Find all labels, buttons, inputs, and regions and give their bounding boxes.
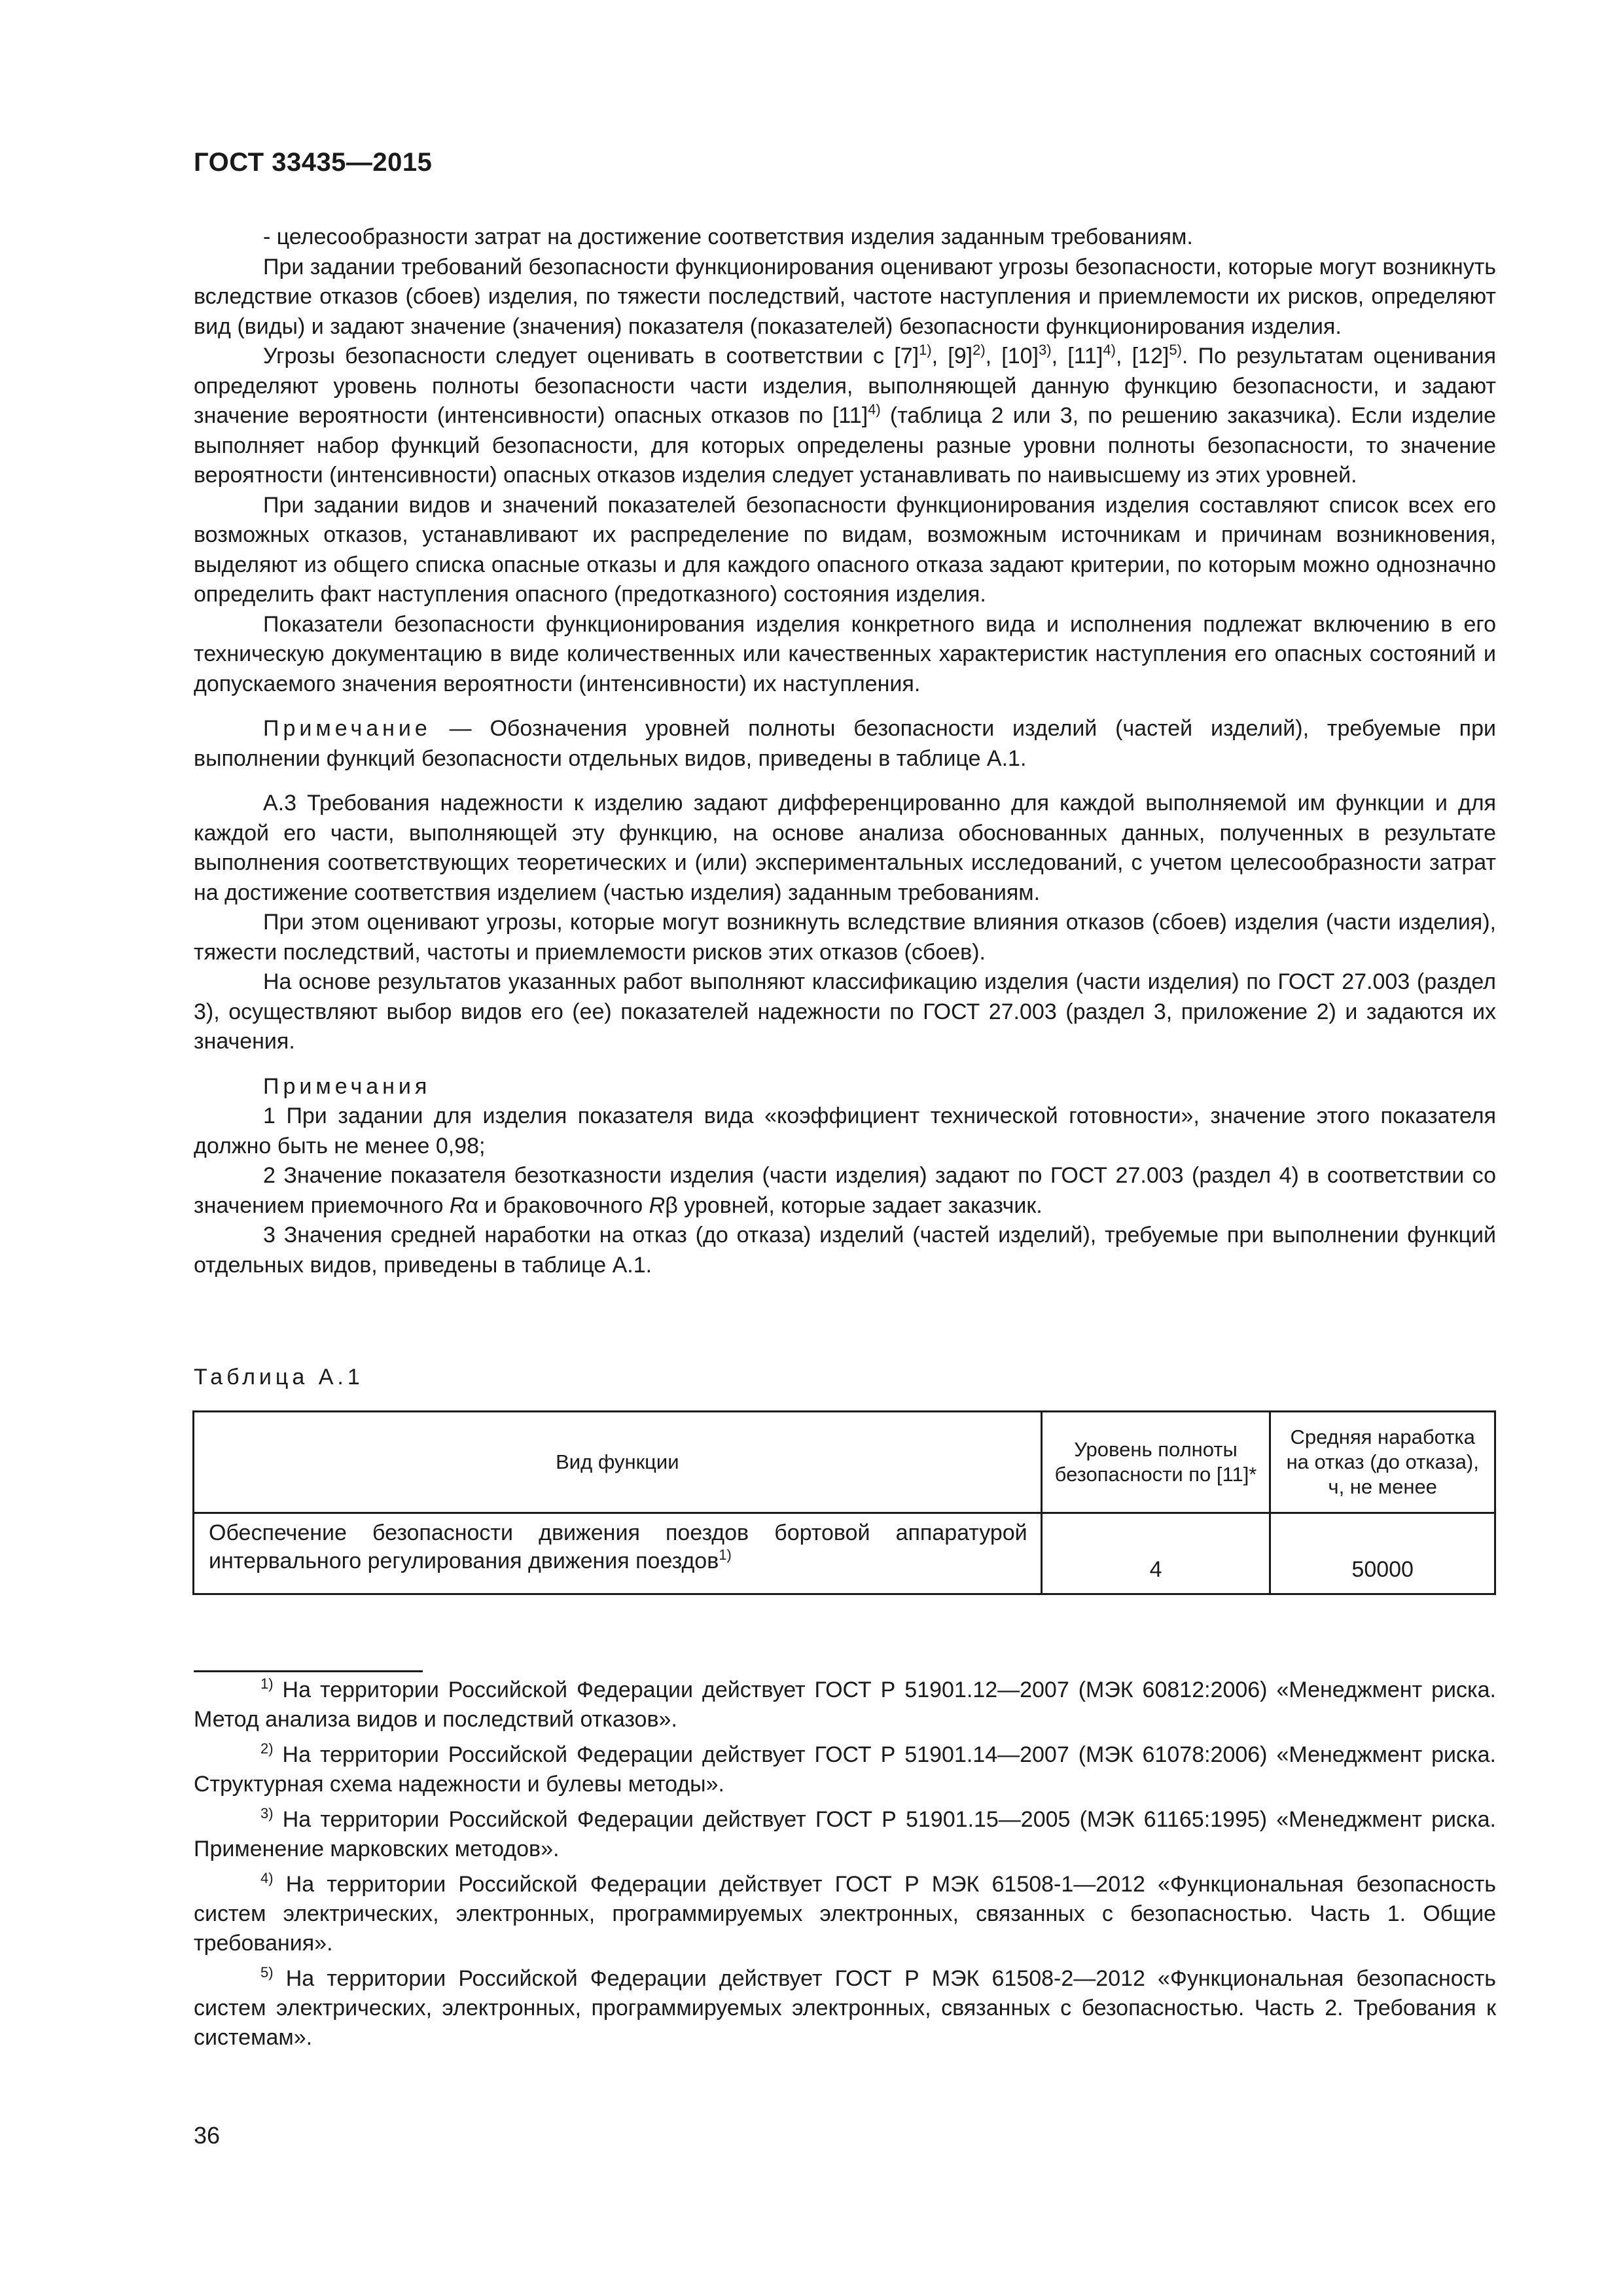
note-label: Примечание — [263, 716, 431, 741]
footnotes — [194, 1676, 1496, 2058]
page-number: 36 — [194, 2122, 221, 2149]
table-a1 — [192, 1410, 1496, 1595]
footnote-divider — [194, 1670, 423, 1672]
table-header-row — [194, 1412, 1495, 1513]
section-a3: А.3 Требования надежности к изделию задают дифференцированно для каждой выполняемой им функции и для каждой его части, выполняющей эту функцию, на основе анализа обоснованных данных, полученных в результате выполнения соответствующих теоретических и (или) экспериментальных исследований, с учетом целесообразности затрат на достижение соответствия изделием (частью изделия) заданным требованиям. — [194, 791, 1496, 905]
paragraph-threat-evaluation: При этом оценивают угрозы, которые могут возникнуть вследствие влияния отказов (сбоев) изделия (части изделия), тяжести последствий, частоты и приемлемости рисков этих отказов (сбоев). — [194, 910, 1496, 965]
footnote-4: $^{4)}$ На территории Российской Федерации действует ГОСТ Р МЭК 61508-1—2012 «Функциональная безопасность систем электрических, электронных, программируемых электронных, связанных с безопасностью. Часть 1. Общие требования». — [194, 1870, 1496, 1956]
document-body — [194, 223, 1496, 1280]
footnote-3: $^{3)}$ На территории Российской Федерации действует ГОСТ Р 51901.15—2005 (МЭК 61165:1995) «Менеджмент риска. Применение марковских методов». — [194, 1805, 1496, 1861]
cell-function: Обеспечение безопасности движения поездов бортовой аппаратурой интервального регулирования движения поездов$^{1)}$ — [194, 1513, 1042, 1594]
table-row — [194, 1513, 1495, 1594]
cell-mtbf: 50000 — [1270, 1513, 1495, 1594]
paragraph-classification: На основе результатов указанных работ выполняют классификацию изделия (части изделия) по ГОСТ 27.003 (раздел 3), осуществляют выбор видов его (ее) показателей надежности по ГОСТ 27.003 (раздел 3, приложение 2) и задаются их значения. — [194, 969, 1496, 1054]
notes-heading: Примечания — [263, 1073, 431, 1099]
paragraph-safety-indicators: Показатели безопасности функционирования изделия конкретного вида и исполнения подлежат включению в его техническую документацию в виде количественных или качественных характеристик наступления его опасных состояний и допускаемого значения вероятности (интенсивности) их наступления. — [194, 611, 1496, 696]
header-safety-level: Уровень полноты безопасности по [11]* — [1041, 1412, 1270, 1513]
table-caption: Таблица А.1 — [194, 1365, 364, 1390]
footnote-1: $^{1)}$ На территории Российской Федерации действует ГОСТ Р 51901.12—2007 (МЭК 60812:2006) «Менеджмент риска. Метод анализа видов и последствий отказов». — [194, 1676, 1496, 1732]
footnote-2: $^{2)}$ На территории Российской Федерации действует ГОСТ Р 51901.14—2007 (МЭК 61078:2006) «Менеджмент риска. Структурная схема надежности и булевы методы». — [194, 1740, 1496, 1797]
footnote-5: $^{5)}$ На территории Российской Федерации действует ГОСТ Р МЭК 61508-2—2012 «Функциональная безопасность систем электрических, электронных, программируемых электронных, связанных с безопасностью. Часть 2. Требования к системам». — [194, 1964, 1496, 2050]
note-2: 2 Значение показателя безотказности изделия (части изделия) задают по ГОСТ 27.003 (раздел 4) в соответствии со значением приемочного Rα и браковочного Rβ уровней, которые задает заказчик. — [194, 1163, 1496, 1218]
cell-safety-level: 4 — [1041, 1513, 1270, 1594]
note-3: 3 Значения средней наработки на отказ (до отказа) изделий (частей изделий), требуемые при выполнении функций отдельных видов, приведены в таблице А.1. — [194, 1223, 1496, 1278]
header-mtbf: Средняя наработка на отказ (до отказа), ч, не менее — [1270, 1412, 1495, 1513]
note-safety-levels: Примечание — Обозначения уровней полноты безопасности изделий (частей изделий), требуемые при выполнении функций безопасности отдельных видов, приведены в таблице А.1. — [194, 716, 1496, 771]
paragraph-safety-requirements: При задании требований безопасности функционирования оценивают угрозы безопасности, которые могут возникнуть вследствие отказов (сбоев) изделия, по тяжести последствий, частоте наступления и приемлемости их рисков, определяют вид (виды) и задают значение (значения) показателя (показателей) безопасности функционирования изделия. — [194, 254, 1496, 339]
note-1: 1 При задании для изделия показателя вида «коэффициент технической готовности», значение этого показателя должно быть не менее 0,98; — [194, 1103, 1496, 1158]
paragraph-threat-assessment: Угрозы безопасности следует оценивать в соответствии с $[7]^{1)}$, $[9]^{2)}$, $[10]^{3)}$, $[11]^{4)}$, $[12]^{5)}$. По результатам оценивания определяют уровень полноты безопасности части изделия, выполняющей данную функцию безопасности, и задают значение вероятности (интенсивности) опасных отказов по $[11]^{4)}$ (таблица 2 или 3, по решению заказчика). Если изделие выполняет набор функций безопасности, для которых определены разные уровни полноты безопасности, то значение вероятности (интенсивности) опасных отказов изделия следует устанавливать по наивысшему из этих уровней. — [194, 342, 1496, 488]
document-header: ГОСТ 33435—2015 — [194, 148, 433, 177]
paragraph-cost-efficiency: - целесообразности затрат на достижение соответствия изделия заданным требованиям. — [263, 224, 1193, 249]
paragraph-failure-list: При задании видов и значений показателей безопасности функционирования изделия составляют список всех его возможных отказов, устанавливают их распределение по видам, возможным источникам и причинам возникновения, выделяют из общего списка опасные отказы и для каждого опасного отказа задают критерии, по которым можно однозначно определить факт наступления опасного (предотказного) состояния изделия. — [194, 492, 1496, 607]
header-function-type: Вид функции — [194, 1412, 1042, 1513]
